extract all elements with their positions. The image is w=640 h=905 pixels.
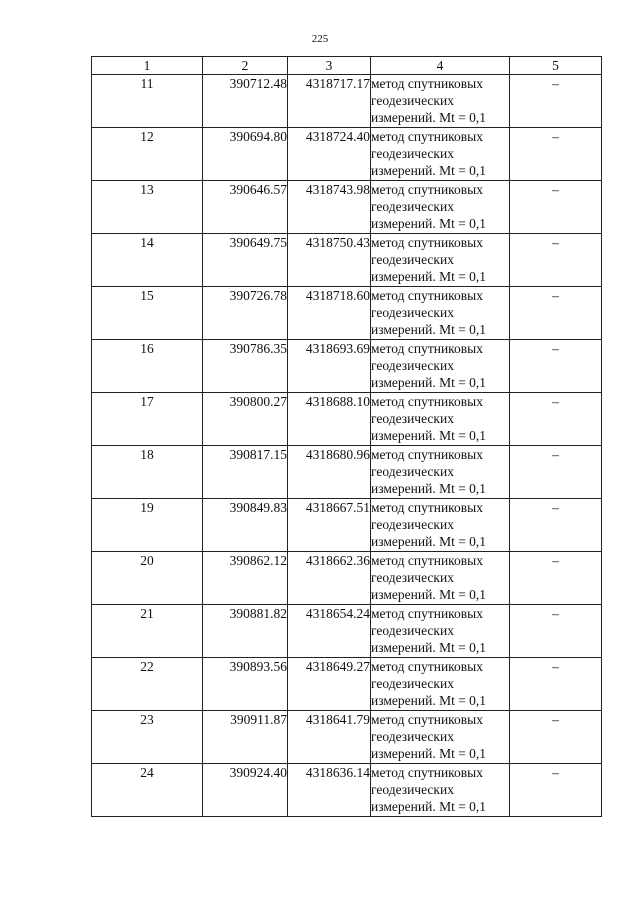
table-row [92, 287, 602, 340]
table-row [92, 340, 602, 393]
header-col-4: 4 [371, 57, 510, 75]
note-cell: – [510, 711, 602, 764]
point-number-cell: 21 [92, 605, 203, 658]
method-cell [371, 499, 510, 552]
method-text-line: геодезических [371, 305, 454, 320]
coordinate-x-cell: 390726.78 [203, 287, 288, 340]
point-number-cell: 13 [92, 181, 203, 234]
coordinate-y-cell: 4318688.10 [288, 393, 371, 446]
coordinate-x-cell: 390924.40 [203, 764, 288, 817]
point-number-cell: 17 [92, 393, 203, 446]
method-text-line: метод спутниковых [371, 447, 483, 462]
method-cell [371, 711, 510, 764]
method-text-line: геодезических [371, 146, 454, 161]
coordinate-x-cell: 390849.83 [203, 499, 288, 552]
coordinate-x-cell: 390911.87 [203, 711, 288, 764]
table-header-row [92, 57, 602, 75]
method-text-line: геодезических [371, 676, 454, 691]
method-text-line: измерений. Mt = 0,1 [371, 269, 487, 284]
note-cell: – [510, 764, 602, 817]
method-cell [371, 181, 510, 234]
table-row [92, 75, 602, 128]
method-cell [371, 658, 510, 711]
point-number-cell: 15 [92, 287, 203, 340]
table-row [92, 128, 602, 181]
table-row [92, 764, 602, 817]
method-text-line: измерений. Mt = 0,1 [371, 587, 487, 602]
method-cell [371, 605, 510, 658]
note-cell: – [510, 75, 602, 128]
coordinate-x-cell: 390786.35 [203, 340, 288, 393]
coordinate-x-cell: 390649.75 [203, 234, 288, 287]
note-cell: – [510, 287, 602, 340]
method-text-line: геодезических [371, 623, 454, 638]
point-number-cell: 14 [92, 234, 203, 287]
method-text-line: измерений. Mt = 0,1 [371, 375, 487, 390]
note-cell: – [510, 393, 602, 446]
coordinate-y-cell: 4318680.96 [288, 446, 371, 499]
table-row [92, 446, 602, 499]
table-row [92, 552, 602, 605]
note-cell: – [510, 552, 602, 605]
method-text-line: геодезических [371, 729, 454, 744]
table-row [92, 234, 602, 287]
header-col-3: 3 [288, 57, 371, 75]
method-cell [371, 234, 510, 287]
method-cell [371, 128, 510, 181]
method-text-line: измерений. Mt = 0,1 [371, 216, 487, 231]
coordinate-y-cell: 4318662.36 [288, 552, 371, 605]
coordinates-table [91, 56, 602, 817]
method-text-line: метод спутниковых [371, 182, 483, 197]
method-text-line: измерений. Mt = 0,1 [371, 481, 487, 496]
note-cell: – [510, 446, 602, 499]
coordinate-y-cell: 4318717.17 [288, 75, 371, 128]
method-text-line: метод спутниковых [371, 76, 483, 91]
point-number-cell: 16 [92, 340, 203, 393]
coordinate-x-cell: 390817.15 [203, 446, 288, 499]
point-number-cell: 24 [92, 764, 203, 817]
method-text-line: измерений. Mt = 0,1 [371, 322, 487, 337]
method-text-line: геодезических [371, 358, 454, 373]
header-col-1: 1 [92, 57, 203, 75]
method-text-line: измерений. Mt = 0,1 [371, 534, 487, 549]
coordinate-y-cell: 4318718.60 [288, 287, 371, 340]
point-number-cell: 19 [92, 499, 203, 552]
method-text-line: метод спутниковых [371, 765, 483, 780]
point-number-cell: 22 [92, 658, 203, 711]
table-body [92, 75, 602, 817]
method-cell [371, 552, 510, 605]
table-row [92, 393, 602, 446]
note-cell: – [510, 658, 602, 711]
method-text-line: измерений. Mt = 0,1 [371, 428, 487, 443]
method-text-line: измерений. Mt = 0,1 [371, 746, 487, 761]
method-text-line: метод спутниковых [371, 659, 483, 674]
method-text-line: геодезических [371, 464, 454, 479]
table-row [92, 605, 602, 658]
coordinate-y-cell: 4318693.69 [288, 340, 371, 393]
note-cell: – [510, 128, 602, 181]
method-text-line: метод спутниковых [371, 129, 483, 144]
method-text-line: метод спутниковых [371, 712, 483, 727]
method-text-line: измерений. Mt = 0,1 [371, 640, 487, 655]
point-number-cell: 23 [92, 711, 203, 764]
coordinate-x-cell: 390694.80 [203, 128, 288, 181]
method-text-line: метод спутниковых [371, 341, 483, 356]
coordinate-x-cell: 390800.27 [203, 393, 288, 446]
method-text-line: метод спутниковых [371, 235, 483, 250]
method-text-line: геодезических [371, 199, 454, 214]
table-row [92, 658, 602, 711]
method-text-line: измерений. Mt = 0,1 [371, 799, 487, 814]
header-col-5: 5 [510, 57, 602, 75]
method-cell [371, 340, 510, 393]
method-text-line: метод спутниковых [371, 553, 483, 568]
note-cell: – [510, 605, 602, 658]
method-text-line: геодезических [371, 252, 454, 267]
note-cell: – [510, 234, 602, 287]
page-number: 225 [311, 33, 329, 45]
coordinate-y-cell: 4318667.51 [288, 499, 371, 552]
method-cell [371, 393, 510, 446]
method-text-line: измерений. Mt = 0,1 [371, 110, 487, 125]
method-text-line: геодезических [371, 782, 454, 797]
method-text-line: измерений. Mt = 0,1 [371, 693, 487, 708]
point-number-cell: 12 [92, 128, 203, 181]
method-text-line: измерений. Mt = 0,1 [371, 163, 487, 178]
note-cell: – [510, 340, 602, 393]
method-text-line: метод спутниковых [371, 606, 483, 621]
coordinate-y-cell: 4318743.98 [288, 181, 371, 234]
point-number-cell: 11 [92, 75, 203, 128]
method-text-line: геодезических [371, 93, 454, 108]
coordinate-x-cell: 390893.56 [203, 658, 288, 711]
coordinate-y-cell: 4318724.40 [288, 128, 371, 181]
header-col-2: 2 [203, 57, 288, 75]
method-cell [371, 75, 510, 128]
coordinate-y-cell: 4318649.27 [288, 658, 371, 711]
coordinate-x-cell: 390646.57 [203, 181, 288, 234]
note-cell: – [510, 499, 602, 552]
table-row [92, 711, 602, 764]
coordinate-y-cell: 4318636.14 [288, 764, 371, 817]
note-cell: – [510, 181, 602, 234]
coordinate-x-cell: 390881.82 [203, 605, 288, 658]
point-number-cell: 18 [92, 446, 203, 499]
method-cell [371, 764, 510, 817]
point-number-cell: 20 [92, 552, 203, 605]
table-row [92, 499, 602, 552]
method-text-line: метод спутниковых [371, 394, 483, 409]
coordinate-x-cell: 390712.48 [203, 75, 288, 128]
method-text-line: метод спутниковых [371, 500, 483, 515]
method-cell [371, 287, 510, 340]
method-text-line: геодезических [371, 517, 454, 532]
coordinate-x-cell: 390862.12 [203, 552, 288, 605]
coordinate-y-cell: 4318750.43 [288, 234, 371, 287]
table-row [92, 181, 602, 234]
method-text-line: геодезических [371, 411, 454, 426]
method-text-line: геодезических [371, 570, 454, 585]
method-text-line: метод спутниковых [371, 288, 483, 303]
method-cell [371, 446, 510, 499]
coordinate-y-cell: 4318641.79 [288, 711, 371, 764]
coordinate-y-cell: 4318654.24 [288, 605, 371, 658]
